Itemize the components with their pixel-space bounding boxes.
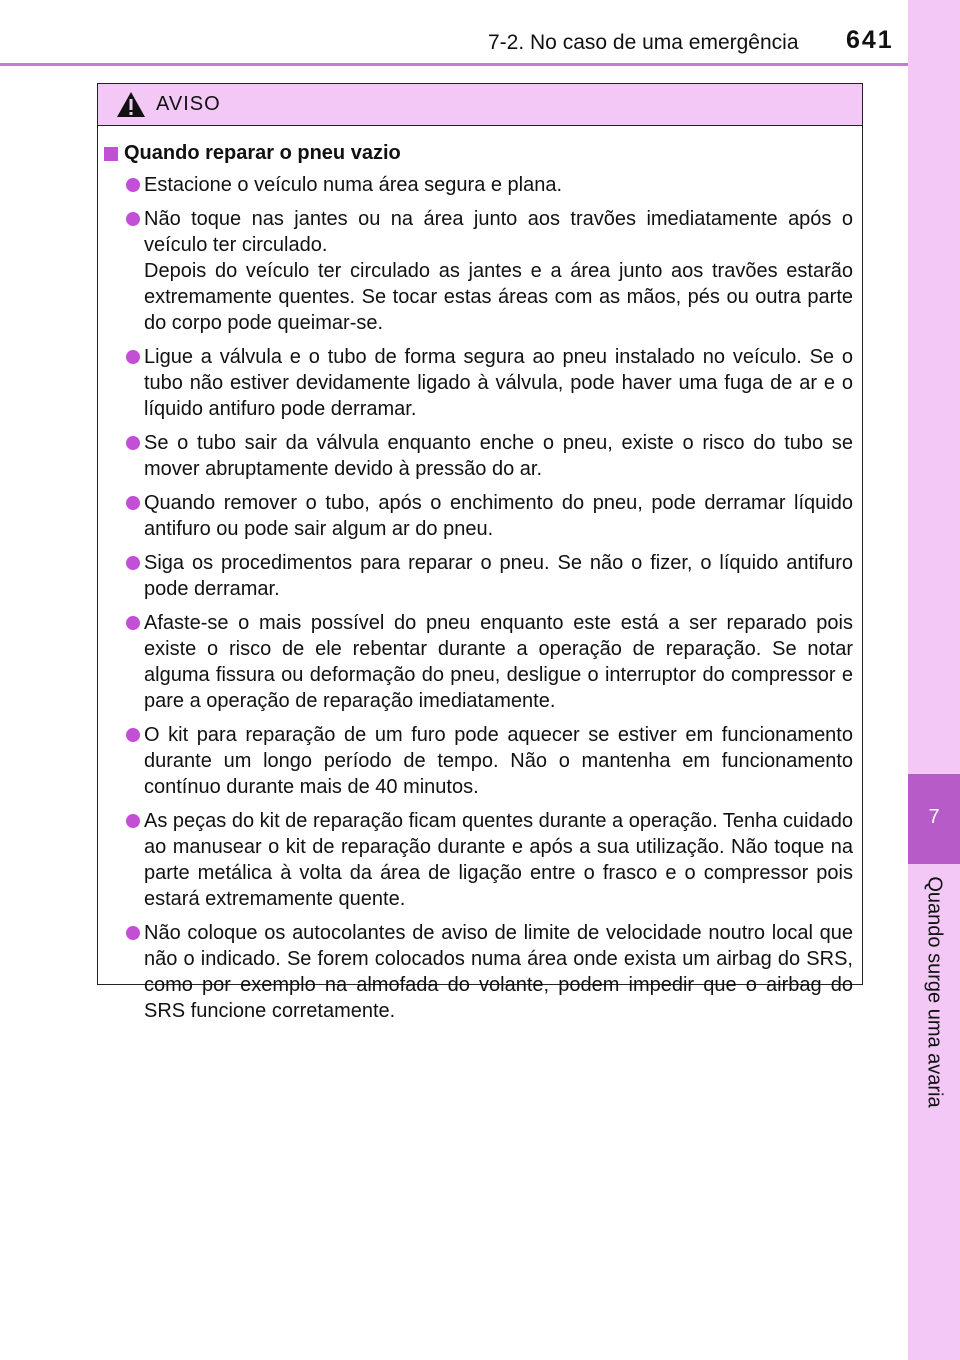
warning-header bbox=[98, 84, 862, 126]
warning-list-item-text: Ligue a válvula e o tubo de forma segura ao pneu instalado no veículo. Se o tubo não estiver devidamente ligado à válvula, pode haver uma fuga de ar e o líquido antifuro pode derramar. bbox=[144, 346, 853, 420]
warning-list-item bbox=[104, 172, 853, 198]
warning-list-item bbox=[104, 808, 853, 912]
warning-bullet-list bbox=[104, 172, 853, 1024]
bullet-dot-icon bbox=[126, 926, 140, 940]
warning-list-item bbox=[104, 344, 853, 422]
bullet-dot-icon bbox=[126, 496, 140, 510]
warning-list-item-text: Quando remover o tubo, após o enchimento do pneu, pode derramar líquido antifuro ou pode sair algum ar do pneu. bbox=[144, 492, 853, 540]
warning-list-item bbox=[104, 610, 853, 714]
chapter-side-tab bbox=[908, 0, 960, 1360]
warning-triangle-icon bbox=[116, 91, 146, 118]
page-number: 641 bbox=[846, 26, 894, 54]
bullet-dot-icon bbox=[126, 350, 140, 364]
warning-list-item bbox=[104, 550, 853, 602]
section-square-icon bbox=[104, 147, 118, 161]
warning-label: AVISO bbox=[156, 93, 221, 115]
bullet-dot-icon bbox=[126, 556, 140, 570]
bullet-dot-icon bbox=[126, 178, 140, 192]
header-rule bbox=[0, 63, 908, 66]
section-title-header: 7-2. No caso de uma emergência bbox=[488, 31, 799, 54]
warning-list-item-text: Afaste-se o mais possível do pneu enquanto este está a ser reparado pois existe o risco de ele rebentar durante a operação de reparação. Se notar alguma fissura ou deformação do pneu, desligue o interruptor do compressor e pare a operação de reparação imediatamente. bbox=[144, 612, 853, 712]
bullet-dot-icon bbox=[126, 616, 140, 630]
warning-list-item bbox=[104, 490, 853, 542]
bullet-dot-icon bbox=[126, 814, 140, 828]
warning-list-item-text: O kit para reparação de um furo pode aquecer se estiver em funcionamento durante um longo período de tempo. Não o mantenha em funcionamento contínuo durante mais de 40 minutos. bbox=[144, 724, 853, 798]
warning-list-item-text: Se o tubo sair da válvula enquanto enche o pneu, existe o risco do tubo se mover abruptamente devido à pressão do ar. bbox=[144, 432, 853, 480]
bullet-dot-icon bbox=[126, 728, 140, 742]
warning-list-item bbox=[104, 722, 853, 800]
warning-list-item bbox=[104, 206, 853, 336]
warning-list-item-text: Não coloque os autocolantes de aviso de limite de velocidade noutro local que não o indicado. Se forem colocados numa área onde exista um airbag do SRS, como por exemplo na almofada do volante, podem impedir que o airbag do SRS funcione corretamente. bbox=[144, 922, 853, 1022]
warning-body bbox=[98, 126, 862, 1024]
warning-list-item bbox=[104, 920, 853, 1024]
bullet-dot-icon bbox=[126, 212, 140, 226]
warning-section-title-text: Quando reparar o pneu vazio bbox=[124, 142, 401, 164]
chapter-title: Quando surge uma avaria bbox=[923, 876, 946, 1108]
warning-box bbox=[97, 83, 863, 1022]
warning-list-item-text: Siga os procedimentos para reparar o pneu. Se não o fizer, o líquido antifuro pode derramar. bbox=[144, 552, 853, 600]
warning-list-item-text: Não toque nas jantes ou na área junto aos travões imediatamente após o veículo ter circulado. Depois do veículo ter circulado as jantes e a área junto aos travões estarão extremamente quentes. Se tocar estas áreas com as mãos, pés ou outra parte do corpo pode queimar-se. bbox=[144, 208, 853, 334]
bullet-dot-icon bbox=[126, 436, 140, 450]
warning-list-item-text: Estacione o veículo numa área segura e plana. bbox=[144, 174, 563, 196]
warning-list-item bbox=[104, 430, 853, 482]
chapter-number: 7 bbox=[928, 806, 940, 828]
warning-list-item-text: As peças do kit de reparação ficam quentes durante a operação. Tenha cuidado ao manusear o kit de reparação durante e após a sua utilização. Não toque na parte metálica à volta da área de ligação entre o frasco e o compressor pois estará extremamente quente. bbox=[144, 810, 853, 910]
warning-section-title bbox=[104, 142, 853, 165]
